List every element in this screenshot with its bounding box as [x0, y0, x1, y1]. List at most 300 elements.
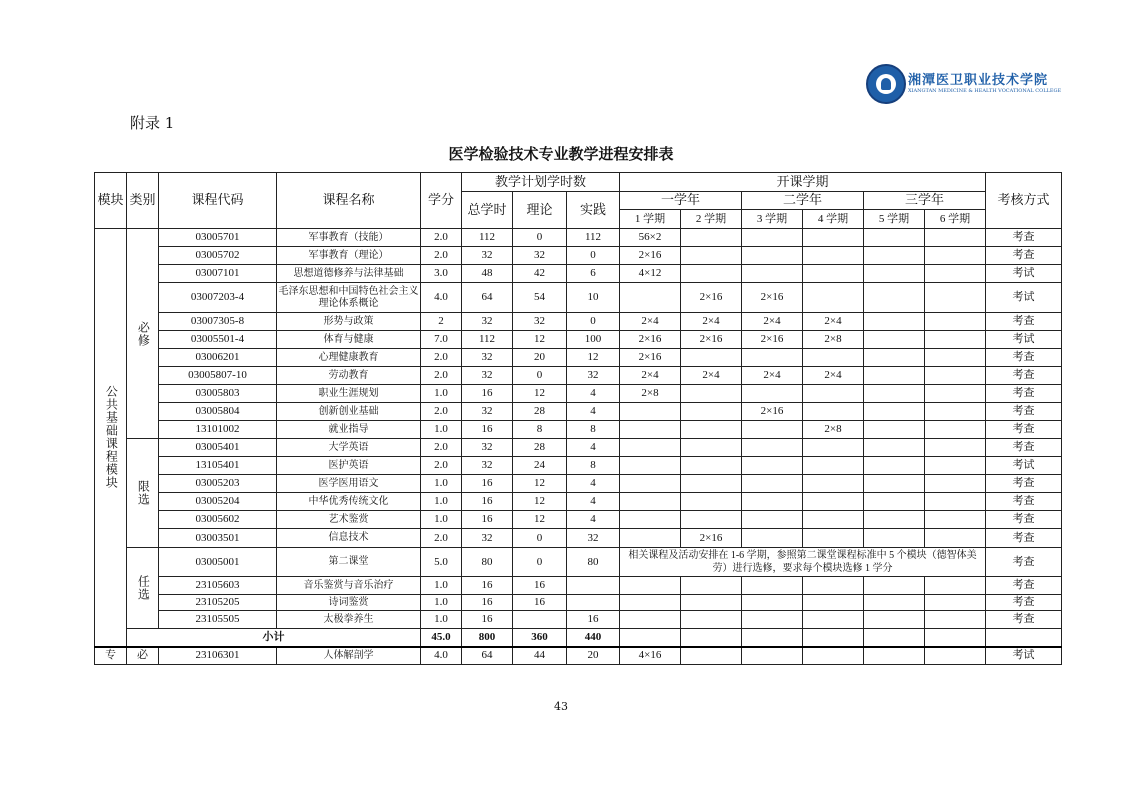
semester-4-schedule	[803, 403, 864, 421]
header-theory: 理论	[513, 192, 567, 229]
course-theory-hours	[513, 611, 567, 629]
semester-4-schedule: 2×4	[803, 367, 864, 385]
course-code: 03005501-4	[159, 331, 277, 349]
semester-1-schedule: 2×16	[620, 247, 681, 265]
semester-2-schedule	[681, 247, 742, 265]
course-credit: 1.0	[421, 577, 462, 595]
semester-3-schedule	[742, 457, 803, 475]
college-logo	[866, 64, 1062, 104]
course-name: 人体解剖学	[277, 647, 421, 665]
exam-type: 考试	[986, 331, 1062, 349]
semester-2-schedule	[681, 265, 742, 283]
semester-6-schedule	[925, 421, 986, 439]
course-total-hours: 32	[462, 247, 513, 265]
course-theory-hours: 0	[513, 229, 567, 247]
exam-type: 考查	[986, 313, 1062, 331]
course-credit: 1.0	[421, 611, 462, 629]
category-required: 必修	[127, 229, 159, 439]
course-theory-hours: 44	[513, 647, 567, 665]
semester-6-schedule	[925, 457, 986, 475]
semester-2-schedule	[681, 511, 742, 529]
exam-type: 考查	[986, 229, 1062, 247]
semester-6-schedule	[925, 349, 986, 367]
semester-2-schedule	[681, 457, 742, 475]
semester-4-schedule	[803, 595, 864, 611]
course-total-hours: 112	[462, 229, 513, 247]
semester-2-schedule: 2×16	[681, 529, 742, 548]
course-name: 思想道德修养与法律基础	[277, 265, 421, 283]
exam-type: 考查	[986, 511, 1062, 529]
semester-2-schedule	[681, 493, 742, 511]
semester-4-schedule	[803, 457, 864, 475]
course-name: 中华优秀传统文化	[277, 493, 421, 511]
course-name: 就业指导	[277, 421, 421, 439]
course-credit: 2.0	[421, 229, 462, 247]
exam-type: 考查	[986, 367, 1062, 385]
course-theory-hours: 12	[513, 385, 567, 403]
course-credit: 1.0	[421, 493, 462, 511]
course-name: 形势与政策	[277, 313, 421, 331]
semester-2-schedule	[681, 403, 742, 421]
semester-2-schedule	[681, 475, 742, 493]
course-code: 03005803	[159, 385, 277, 403]
semester-1-schedule: 2×4	[620, 367, 681, 385]
course-name: 毛泽东思想和中国特色社会主义理论体系概论	[277, 283, 421, 313]
semester-5-schedule	[864, 421, 925, 439]
course-total-hours: 48	[462, 265, 513, 283]
semester-5-schedule	[864, 367, 925, 385]
course-name: 诗词鉴赏	[277, 595, 421, 611]
exam-type: 考查	[986, 493, 1062, 511]
semester-4-schedule	[803, 265, 864, 283]
course-practice-hours: 0	[567, 247, 620, 265]
course-total-hours: 16	[462, 577, 513, 595]
course-total-hours: 16	[462, 595, 513, 611]
course-theory-hours: 0	[513, 367, 567, 385]
course-theory-hours: 0	[513, 529, 567, 548]
semester-3-schedule	[742, 611, 803, 629]
semester-3-schedule	[742, 577, 803, 595]
course-name: 第二课堂	[277, 548, 421, 577]
semester-3-schedule: 2×4	[742, 313, 803, 331]
header-semester-4: 4 学期	[803, 210, 864, 229]
course-credit: 5.0	[421, 548, 462, 577]
subtotal-practice-hours: 440	[567, 629, 620, 647]
course-name: 医护英语	[277, 457, 421, 475]
course-credit: 2.0	[421, 367, 462, 385]
semester-2-schedule	[681, 385, 742, 403]
subtotal-row	[95, 629, 1062, 647]
header-year-3: 三学年	[864, 192, 986, 210]
semester-5-schedule	[864, 475, 925, 493]
header-semester-6: 6 学期	[925, 210, 986, 229]
course-code: 03005807-10	[159, 367, 277, 385]
semester-3-schedule	[742, 595, 803, 611]
course-code: 03005702	[159, 247, 277, 265]
course-code: 03005804	[159, 403, 277, 421]
subtotal-label: 小计	[127, 629, 421, 647]
subtotal-theory-hours: 360	[513, 629, 567, 647]
page-number: 43	[554, 700, 568, 713]
course-practice-hours: 4	[567, 475, 620, 493]
course-practice-hours	[567, 595, 620, 611]
semester-1-schedule	[620, 457, 681, 475]
course-name: 劳动教育	[277, 367, 421, 385]
exam-type: 考试	[986, 647, 1062, 665]
semester-5-schedule	[864, 403, 925, 421]
semester-4-schedule	[803, 493, 864, 511]
table-row	[95, 577, 1062, 595]
course-code: 03005203	[159, 475, 277, 493]
header-code: 课程代码	[159, 173, 277, 229]
exam-type: 考查	[986, 577, 1062, 595]
course-credit: 2.0	[421, 349, 462, 367]
semester-6-schedule	[925, 529, 986, 548]
semester-5-schedule	[864, 313, 925, 331]
course-credit: 2.0	[421, 457, 462, 475]
semester-3-schedule: 2×16	[742, 283, 803, 313]
table-row	[95, 439, 1062, 457]
semester-1-schedule	[620, 283, 681, 313]
page-title: 医学检验技术专业教学进程安排表	[448, 145, 674, 163]
course-total-hours: 32	[462, 367, 513, 385]
course-code: 13101002	[159, 421, 277, 439]
semester-4-schedule	[803, 439, 864, 457]
course-total-hours: 32	[462, 529, 513, 548]
semester-3-schedule	[742, 529, 803, 548]
subtotal-exam	[986, 629, 1062, 647]
semester-4-schedule	[803, 385, 864, 403]
course-practice-hours: 8	[567, 457, 620, 475]
course-code: 23105205	[159, 595, 277, 611]
course-code: 03007305-8	[159, 313, 277, 331]
header-name: 课程名称	[277, 173, 421, 229]
course-credit: 4.0	[421, 647, 462, 665]
table-row	[95, 265, 1062, 283]
semester-6-schedule	[925, 611, 986, 629]
exam-type: 考查	[986, 611, 1062, 629]
course-name: 太极拳养生	[277, 611, 421, 629]
course-theory-hours: 12	[513, 475, 567, 493]
table-row	[95, 313, 1062, 331]
semester-2-schedule: 2×16	[681, 283, 742, 313]
course-name: 信息技术	[277, 529, 421, 548]
course-name: 心理健康教育	[277, 349, 421, 367]
course-code: 03005602	[159, 511, 277, 529]
course-code: 03005401	[159, 439, 277, 457]
course-name: 艺术鉴赏	[277, 511, 421, 529]
semester-4-schedule: 2×4	[803, 313, 864, 331]
subtotal-semester-1	[620, 629, 681, 647]
semester-2-schedule	[681, 229, 742, 247]
exam-type: 考查	[986, 475, 1062, 493]
course-name: 军事教育（理论）	[277, 247, 421, 265]
course-total-hours: 16	[462, 611, 513, 629]
semester-5-schedule	[864, 283, 925, 313]
course-practice-hours: 6	[567, 265, 620, 283]
course-practice-hours: 112	[567, 229, 620, 247]
semester-6-schedule	[925, 283, 986, 313]
semester-1-schedule: 2×4	[620, 313, 681, 331]
semester-1-schedule	[620, 475, 681, 493]
table-row	[95, 475, 1062, 493]
semester-3-schedule	[742, 511, 803, 529]
course-credit: 2.0	[421, 403, 462, 421]
course-theory-hours: 32	[513, 247, 567, 265]
header-category: 类别	[127, 173, 159, 229]
table-row	[95, 247, 1062, 265]
exam-type: 考试	[986, 457, 1062, 475]
semester-4-schedule	[803, 511, 864, 529]
semester-1-schedule	[620, 529, 681, 548]
header-hours-group: 教学计划学时数	[462, 173, 620, 192]
exam-type: 考查	[986, 349, 1062, 367]
semester-4-schedule	[803, 611, 864, 629]
course-credit: 7.0	[421, 331, 462, 349]
subtotal-total-hours: 800	[462, 629, 513, 647]
course-credit: 1.0	[421, 421, 462, 439]
subtotal-semester-3	[742, 629, 803, 647]
semester-5-schedule	[864, 647, 925, 665]
semester-2-schedule	[681, 595, 742, 611]
semester-4-schedule	[803, 283, 864, 313]
semester-3-schedule	[742, 475, 803, 493]
college-emblem-icon	[866, 64, 906, 104]
exam-type: 考查	[986, 403, 1062, 421]
header-exam: 考核方式	[986, 173, 1062, 229]
course-code: 03005701	[159, 229, 277, 247]
category-limited: 限选	[127, 439, 159, 548]
course-name: 音乐鉴赏与音乐治疗	[277, 577, 421, 595]
course-total-hours: 32	[462, 439, 513, 457]
semester-6-schedule	[925, 313, 986, 331]
semester-1-schedule	[620, 577, 681, 595]
semester-1-schedule: 4×12	[620, 265, 681, 283]
semester-6-schedule	[925, 247, 986, 265]
semester-1-schedule: 2×8	[620, 385, 681, 403]
course-total-hours: 16	[462, 421, 513, 439]
table-row	[95, 457, 1062, 475]
table-row	[95, 529, 1062, 548]
logo-name-cn: 湘潭医卫职业技术学院	[908, 73, 1049, 88]
course-code: 23106301	[159, 647, 277, 665]
semester-1-schedule	[620, 595, 681, 611]
logo-name-en: XIANGTAN MEDICINE & HEALTH VOCATIONAL COLLEGE	[908, 88, 1062, 94]
semester-3-schedule	[742, 247, 803, 265]
course-theory-hours: 42	[513, 265, 567, 283]
semester-5-schedule	[864, 493, 925, 511]
semester-3-schedule: 2×16	[742, 331, 803, 349]
course-practice-hours: 80	[567, 548, 620, 577]
course-practice-hours: 32	[567, 529, 620, 548]
course-total-hours: 16	[462, 493, 513, 511]
course-name: 体育与健康	[277, 331, 421, 349]
course-theory-hours: 28	[513, 403, 567, 421]
semester-3-schedule	[742, 439, 803, 457]
semester-6-schedule	[925, 595, 986, 611]
semester-1-schedule	[620, 611, 681, 629]
exam-type: 考查	[986, 247, 1062, 265]
semester-2-schedule	[681, 349, 742, 367]
semester-4-schedule	[803, 647, 864, 665]
semester-5-schedule	[864, 349, 925, 367]
course-code: 03007101	[159, 265, 277, 283]
course-theory-hours: 8	[513, 421, 567, 439]
course-code: 13105401	[159, 457, 277, 475]
semester-2-schedule	[681, 611, 742, 629]
course-credit: 1.0	[421, 475, 462, 493]
semester-4-schedule	[803, 247, 864, 265]
table-row	[95, 595, 1062, 611]
exam-type: 考查	[986, 385, 1062, 403]
semester-1-schedule	[620, 439, 681, 457]
semester-5-schedule	[864, 511, 925, 529]
course-name: 医学医用语文	[277, 475, 421, 493]
semester-3-schedule: 2×4	[742, 367, 803, 385]
course-name: 职业生涯规划	[277, 385, 421, 403]
course-total-hours: 64	[462, 283, 513, 313]
category-optional: 任选	[127, 548, 159, 629]
semester-5-schedule	[864, 529, 925, 548]
course-credit: 2.0	[421, 439, 462, 457]
exam-type: 考查	[986, 595, 1062, 611]
subtotal-semester-5	[864, 629, 925, 647]
exam-type: 考查	[986, 421, 1062, 439]
course-theory-hours: 12	[513, 331, 567, 349]
table-row	[95, 647, 1062, 665]
semester-1-schedule	[620, 421, 681, 439]
course-name: 大学英语	[277, 439, 421, 457]
course-name: 军事教育（技能）	[277, 229, 421, 247]
header-total: 总学时	[462, 192, 513, 229]
course-total-hours: 32	[462, 349, 513, 367]
table-row	[95, 229, 1062, 247]
module-public-basic: 公共基础课程模块	[95, 229, 127, 647]
semester-3-schedule	[742, 265, 803, 283]
semester-4-schedule	[803, 349, 864, 367]
semester-5-schedule	[864, 229, 925, 247]
table-row	[95, 548, 1062, 577]
course-total-hours: 112	[462, 331, 513, 349]
course-credit: 2.0	[421, 247, 462, 265]
course-credit: 2.0	[421, 529, 462, 548]
semester-2-schedule	[681, 439, 742, 457]
course-theory-hours: 12	[513, 493, 567, 511]
semester-3-schedule	[742, 421, 803, 439]
course-theory-hours: 16	[513, 577, 567, 595]
semester-5-schedule	[864, 331, 925, 349]
course-credit: 1.0	[421, 595, 462, 611]
header-semester-3: 3 学期	[742, 210, 803, 229]
course-practice-hours: 4	[567, 439, 620, 457]
course-practice-hours: 10	[567, 283, 620, 313]
course-total-hours: 80	[462, 548, 513, 577]
course-theory-hours: 20	[513, 349, 567, 367]
semester-5-schedule	[864, 457, 925, 475]
course-credit: 1.0	[421, 385, 462, 403]
header-semester-1: 1 学期	[620, 210, 681, 229]
semester-4-schedule	[803, 529, 864, 548]
course-code: 03005001	[159, 548, 277, 577]
semester-6-schedule	[925, 511, 986, 529]
course-theory-hours: 32	[513, 313, 567, 331]
semester-2-schedule	[681, 647, 742, 665]
course-theory-hours: 0	[513, 548, 567, 577]
course-practice-hours	[567, 577, 620, 595]
course-theory-hours: 16	[513, 595, 567, 611]
course-total-hours: 64	[462, 647, 513, 665]
semester-6-schedule	[925, 385, 986, 403]
subtotal-semester-6	[925, 629, 986, 647]
course-code: 23105603	[159, 577, 277, 595]
module-major: 专	[95, 647, 127, 665]
course-practice-hours: 8	[567, 421, 620, 439]
semester-6-schedule	[925, 331, 986, 349]
semester-3-schedule	[742, 493, 803, 511]
course-total-hours: 16	[462, 385, 513, 403]
semester-5-schedule	[864, 265, 925, 283]
semester-4-schedule: 2×8	[803, 421, 864, 439]
semester-5-schedule	[864, 595, 925, 611]
semester-2-schedule	[681, 577, 742, 595]
header-module: 模块	[95, 173, 127, 229]
table-row	[95, 403, 1062, 421]
course-name: 创新创业基础	[277, 403, 421, 421]
course-total-hours: 16	[462, 475, 513, 493]
header-year-1: 一学年	[620, 192, 742, 210]
subtotal-credit: 45.0	[421, 629, 462, 647]
exam-type: 考试	[986, 283, 1062, 313]
course-practice-hours: 16	[567, 611, 620, 629]
table-row	[95, 385, 1062, 403]
semester-5-schedule	[864, 611, 925, 629]
table-row	[95, 421, 1062, 439]
curriculum-table	[94, 172, 1062, 665]
semester-3-schedule	[742, 229, 803, 247]
course-code: 03003501	[159, 529, 277, 548]
course-total-hours: 16	[462, 511, 513, 529]
subtotal-semester-4	[803, 629, 864, 647]
header-practice: 实践	[567, 192, 620, 229]
course-theory-hours: 24	[513, 457, 567, 475]
course-credit: 3.0	[421, 265, 462, 283]
course-practice-hours: 4	[567, 511, 620, 529]
semester-6-schedule	[925, 439, 986, 457]
semester-1-schedule: 56×2	[620, 229, 681, 247]
semester-6-schedule	[925, 647, 986, 665]
semester-3-schedule	[742, 385, 803, 403]
semester-5-schedule	[864, 439, 925, 457]
course-theory-hours: 54	[513, 283, 567, 313]
course-practice-hours: 12	[567, 349, 620, 367]
course-practice-hours: 4	[567, 403, 620, 421]
semester-6-schedule	[925, 367, 986, 385]
appendix-label: 附录 1	[130, 114, 175, 132]
semester-1-schedule: 2×16	[620, 331, 681, 349]
course-code: 03005204	[159, 493, 277, 511]
exam-type: 考查	[986, 548, 1062, 577]
course-code: 03006201	[159, 349, 277, 367]
semester-note: 相关课程及活动安排在 1-6 学期，参照第二课堂课程标准中 5 个模块（德智体美劳）进行选修，要求每个模块选修 1 学分	[620, 548, 986, 577]
table-row	[95, 367, 1062, 385]
semester-1-schedule: 4×16	[620, 647, 681, 665]
exam-type: 考试	[986, 265, 1062, 283]
table-row	[95, 611, 1062, 629]
semester-2-schedule: 2×4	[681, 313, 742, 331]
course-practice-hours: 100	[567, 331, 620, 349]
semester-4-schedule: 2×8	[803, 331, 864, 349]
table-row	[95, 331, 1062, 349]
